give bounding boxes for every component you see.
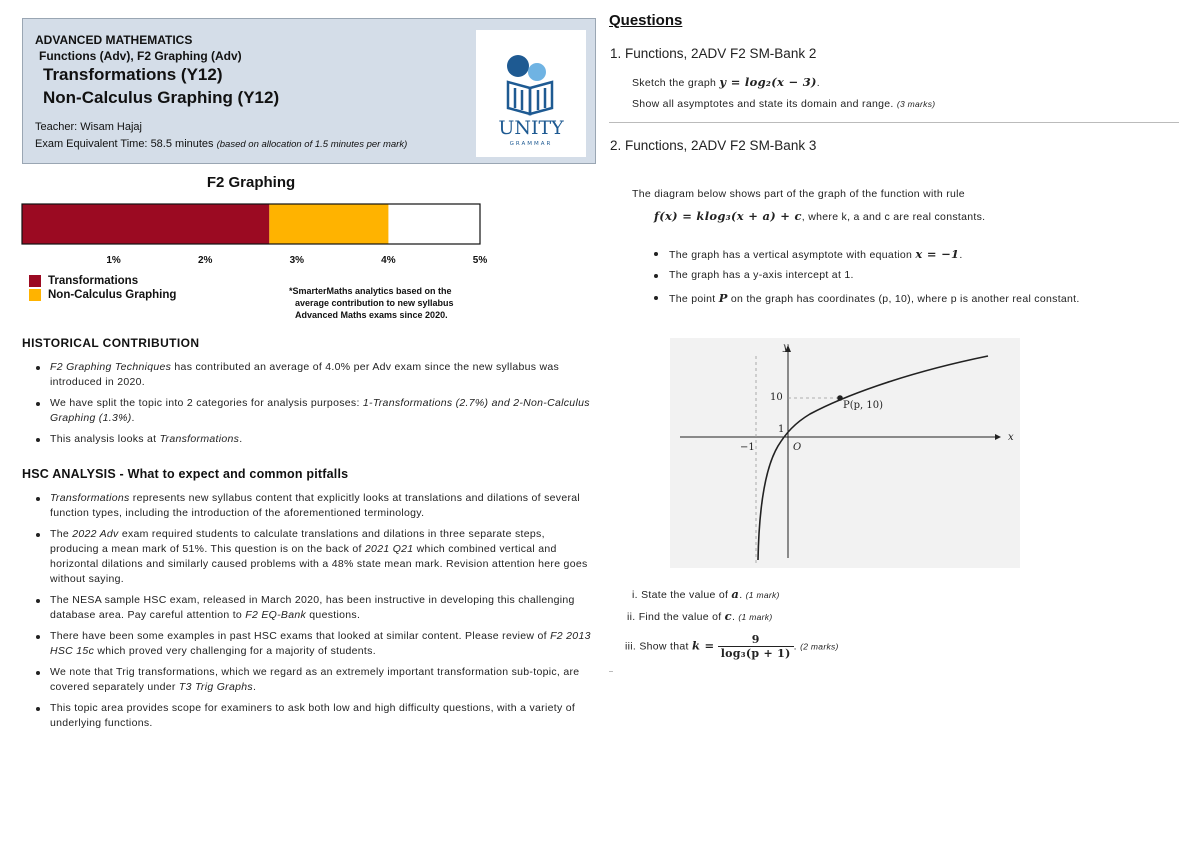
- origin-label: O: [793, 442, 802, 453]
- q2-part-marks: (2 marks): [800, 641, 839, 652]
- q2-condition-text: The graph has a vertical asymptote with equation: [669, 249, 913, 261]
- note-line: Advanced Maths exams since 2020.: [295, 310, 448, 320]
- hsc-heading: [22, 467, 348, 481]
- q2-condition: [652, 247, 1080, 269]
- exam-time-line: [35, 138, 407, 150]
- x-tick-label: 1%: [106, 255, 121, 266]
- unity-grammar-logo: [476, 30, 586, 157]
- question-1-line1: Sketch the graph y = log₂(x − 3).: [632, 75, 820, 89]
- legend-swatch-transformations: [29, 275, 41, 287]
- q2-condition-tail: .: [959, 249, 963, 261]
- x-axis-arrow: [995, 434, 1001, 440]
- teacher-name: Wisam Hajaj: [80, 121, 142, 133]
- q2-condition: [652, 269, 1080, 291]
- hsc-item-text: which combined vertical and horizontal dilations and similarly caused problems with a 48% state mean mark. Revision attention here goes without saying.: [50, 543, 588, 585]
- hsc-item-text: The NESA sample HSC exam, released in March 2020, has been instructive in developing this challenging database area. Pay careful attention to: [50, 594, 575, 621]
- historical-list: [34, 360, 594, 453]
- subject-label: ADVANCED MATHEMATICS: [35, 33, 193, 47]
- q2-condition-text: The point: [669, 293, 716, 305]
- hsc-item-text: 2022 Adv: [72, 528, 119, 540]
- exam-note: (based on allocation of 1.5 minutes per mark): [216, 139, 408, 150]
- hsc-item-text: F2 EQ-Bank: [245, 609, 307, 621]
- q2-condition-math: P: [718, 291, 728, 305]
- fraction-numerator: 9: [718, 633, 794, 647]
- hsc-item-text: questions.: [306, 609, 361, 621]
- y-tick-1: 1: [778, 424, 785, 435]
- q2-part-label: i. State the value of: [632, 589, 732, 601]
- point-label: P(p, 10): [843, 400, 884, 411]
- q2-part-math: k =: [691, 638, 715, 653]
- note-line: *SmarterMaths analytics based on the: [289, 286, 452, 296]
- question-1-line2: [632, 98, 935, 110]
- q1-asymptote-text: Show all asymptotes and state its domain and range.: [632, 98, 894, 110]
- historical-heading: HISTORICAL CONTRIBUTION: [22, 336, 200, 350]
- hsc-item-text: represents new syllabus content that explicitly looks at translations and dilations of several function types, including the introduction of the aforementioned terminology.: [50, 492, 581, 519]
- legend-label-transformations: Transformations: [48, 275, 139, 287]
- q2-part-math: a: [731, 587, 740, 601]
- header-box: [22, 18, 596, 164]
- historical-item-text: We have split the topic into 2 categories for analysis purposes:: [50, 397, 363, 409]
- question-2-rule: [654, 209, 985, 223]
- hsc-item: [34, 593, 594, 623]
- historical-item-text: This analysis looks at: [50, 433, 160, 445]
- hsc-item-text: F2 2013 HSC 15c: [50, 630, 591, 657]
- x-tick-label: 3%: [289, 255, 305, 266]
- hsc-heading-rest: - What to expect and common pitfalls: [115, 467, 349, 481]
- hsc-item-text: .: [252, 681, 257, 693]
- historical-item: [34, 432, 594, 447]
- x-tick-label: 2%: [197, 255, 213, 266]
- hsc-item-text: The: [50, 528, 73, 540]
- q2-condition: [652, 291, 1080, 313]
- hsc-item: [34, 527, 594, 587]
- hsc-item-text: This topic area provides scope for examiners to ask both low and high difficulty questions, with a variety of underlying functions.: [50, 702, 576, 729]
- question-2-title: 2. Functions, 2ADV F2 SM-Bank 3: [610, 138, 817, 153]
- teacher-label: Teacher:: [35, 121, 78, 133]
- q2-equation: f(x) = klog₃(x + a) + c: [654, 209, 802, 223]
- hsc-item-text: 2021 Q21: [364, 543, 414, 555]
- q2-condition-math: x = −1: [915, 247, 960, 261]
- q2-part-marks: (1 mark): [745, 590, 780, 600]
- bar-segment-non-calculus: [269, 204, 388, 244]
- hsc-item-text: There have been some examples in past HSC exams that looked at similar content. Please review of: [50, 630, 551, 642]
- question-2-intro: The diagram below shows part of the graph of the function with rule: [632, 188, 965, 200]
- q2-part: [625, 633, 839, 660]
- topics-label: Functions (Adv), F2 Graphing (Adv): [39, 49, 242, 63]
- divider: [609, 122, 1179, 123]
- q1-sketch-text: Sketch the graph: [632, 77, 717, 89]
- q2-part-tail: .: [739, 589, 746, 601]
- legend-swatch-non-calculus: [29, 289, 41, 301]
- x-tick-neg1: −1: [740, 442, 755, 453]
- questions-heading: Questions: [609, 12, 683, 29]
- hsc-item: [34, 701, 594, 731]
- x-tick-label: 5%: [472, 255, 488, 266]
- chart-legend: [29, 274, 176, 302]
- analytics-note: [289, 285, 489, 321]
- hsc-item-text: Transformations: [50, 492, 130, 504]
- function-curve: [758, 356, 988, 560]
- q2-condition-text: The graph has a y-axis intercept at 1.: [669, 269, 854, 281]
- hsc-item: [34, 629, 594, 659]
- q2-part: [627, 609, 772, 623]
- x-axis-label: x: [1008, 432, 1014, 443]
- q2-part-tail: .: [731, 611, 739, 623]
- q2-equation-tail: , where k, a and c are real constants.: [801, 211, 986, 223]
- title-non-calculus: Non-Calculus Graphing (Y12): [43, 88, 280, 107]
- hsc-list: [34, 491, 594, 737]
- legend-item-non-calculus: [29, 288, 176, 302]
- fraction: [718, 633, 794, 660]
- teacher-line: [35, 121, 142, 133]
- y-tick-10: 10: [770, 392, 783, 403]
- hsc-item: [34, 665, 594, 695]
- hsc-item-text: which proved very challenging for a majority of students.: [94, 645, 376, 657]
- historical-item-text: .: [131, 412, 135, 424]
- question-1-title: 1. Functions, 2ADV F2 SM-Bank 2: [610, 46, 817, 61]
- stacked-bar-chart: [15, 196, 495, 272]
- historical-item-text: Transformations: [159, 433, 240, 445]
- q2-part-marks: (1 mark): [738, 612, 773, 622]
- y-axis-label: y: [783, 342, 789, 353]
- q2-part-math: c: [724, 609, 732, 623]
- log-function-graph: [670, 338, 1020, 568]
- svg-text:GRAMMAR: GRAMMAR: [509, 141, 553, 147]
- point-p: [837, 395, 843, 401]
- q2-condition-tail: on the graph has coordinates (p, 10), where p is another real constant.: [727, 293, 1080, 305]
- fraction-denominator: log₃(p + 1): [720, 647, 791, 660]
- hsc-item-text: T3 Trig Graphs: [178, 681, 253, 693]
- bar-segment-transformations: [22, 204, 269, 244]
- q1-equation: y = log₂(x − 3): [719, 75, 817, 89]
- hsc-heading-bold: HSC ANALYSIS: [22, 467, 116, 481]
- chart-title: F2 Graphing: [206, 174, 296, 191]
- svg-text:UNITY: UNITY: [498, 117, 564, 139]
- question-2-conditions: [652, 247, 1080, 313]
- q2-part-label: iii. Show that: [625, 640, 692, 653]
- title-transformations: Transformations (Y12): [43, 65, 223, 84]
- historical-item-text: .: [239, 433, 243, 445]
- historical-item: [34, 360, 594, 390]
- q2-part-label: ii. Find the value of: [627, 611, 725, 623]
- q1-marks: (3 marks): [896, 99, 936, 109]
- divider-stub: [609, 671, 613, 672]
- x-tick-label: 4%: [381, 255, 396, 266]
- note-line: average contribution to new syllabus: [295, 298, 454, 308]
- historical-item-text: has contributed an average of 4.0% per Adv exam since the new syllabus was introduced in 2020.: [50, 361, 560, 388]
- historical-item-text: 1-Transformations (2.7%) and 2-Non-Calculus Graphing (1.3%): [50, 397, 590, 424]
- legend-label-non-calculus: Non-Calculus Graphing: [48, 289, 177, 301]
- hsc-item: [34, 491, 594, 521]
- exam-label: Exam Equivalent Time:: [35, 138, 148, 150]
- hsc-item-text: We note that Trig transformations, which we regard as an extremely important transformation sub-topic, are covered separately under: [50, 666, 580, 693]
- hsc-item-text: exam required students to calculate translations and dilations in three separate steps, producing a mean mark of 51%. This question is on the back of: [50, 528, 545, 555]
- q2-part: [632, 587, 780, 601]
- exam-value: 58.5 minutes: [150, 138, 214, 150]
- legend-item-transformations: [29, 274, 176, 288]
- historical-item: [34, 396, 594, 426]
- historical-item-text: F2 Graphing Techniques: [50, 361, 172, 373]
- q2-part-tail: .: [793, 640, 801, 653]
